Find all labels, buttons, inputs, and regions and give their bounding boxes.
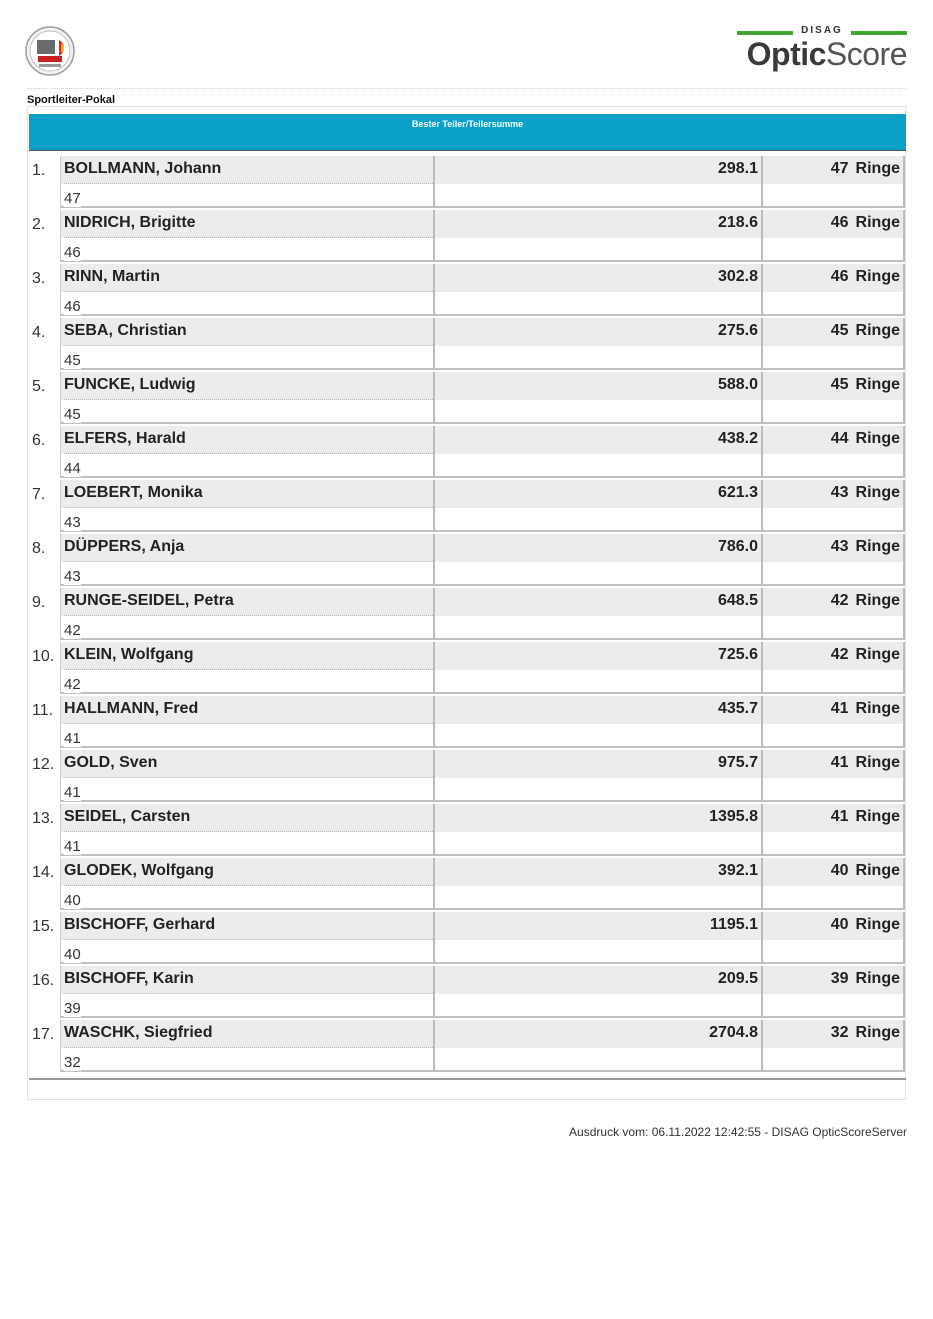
ringe-total bbox=[831, 700, 900, 718]
shooter-name: WASCHK, Siegfried bbox=[64, 1024, 213, 1041]
series-rings: 41 bbox=[64, 730, 81, 747]
ringe-total bbox=[831, 646, 900, 664]
teiler-value: 621.3 bbox=[717, 484, 758, 501]
shooter-name: BISCHOFF, Gerhard bbox=[64, 916, 216, 933]
ringe-unit: Ringe bbox=[855, 160, 900, 177]
ringe-total bbox=[831, 592, 900, 610]
shooter-cell bbox=[60, 642, 435, 694]
teiler-cell bbox=[435, 426, 763, 478]
rank: 1. bbox=[29, 156, 59, 208]
ringe-cell bbox=[763, 858, 905, 910]
shooter-name: RUNGE-SEIDEL, Petra bbox=[64, 592, 234, 609]
ringe-cell bbox=[763, 264, 905, 316]
header-divider bbox=[27, 88, 906, 89]
rank: 12. bbox=[29, 750, 59, 802]
ringe-unit: Ringe bbox=[855, 970, 900, 987]
teiler-value: 392.1 bbox=[717, 862, 758, 879]
rank: 10. bbox=[29, 642, 59, 694]
teiler-value: 588.0 bbox=[717, 376, 758, 393]
teiler-cell bbox=[435, 858, 763, 910]
shooter-cell bbox=[60, 210, 435, 262]
shooter-name: GLODEK, Wolfgang bbox=[64, 862, 214, 879]
ringe-cell bbox=[763, 480, 905, 532]
ringe-cell bbox=[763, 318, 905, 370]
page-header bbox=[0, 0, 933, 90]
shooter-name: SEBA, Christian bbox=[64, 322, 187, 339]
ringe-total bbox=[831, 916, 900, 934]
ringe-cell bbox=[763, 210, 905, 262]
ringe-total bbox=[831, 376, 900, 394]
ringe-unit: Ringe bbox=[855, 538, 900, 555]
ringe-value: 40 bbox=[830, 916, 849, 933]
teiler-value: 438.2 bbox=[717, 430, 758, 447]
ringe-unit: Ringe bbox=[855, 754, 900, 771]
ringe-total bbox=[831, 268, 900, 286]
ringe-value: 41 bbox=[830, 808, 849, 825]
shooter-cell bbox=[60, 534, 435, 586]
ringe-cell bbox=[763, 1020, 905, 1072]
series-rings: 45 bbox=[64, 352, 81, 369]
ringe-total bbox=[831, 862, 900, 880]
teiler-cell bbox=[435, 264, 763, 316]
ringe-value: 40 bbox=[830, 862, 849, 879]
teiler-value: 2704.8 bbox=[709, 1024, 758, 1041]
teiler-cell bbox=[435, 318, 763, 370]
shooter-cell bbox=[60, 318, 435, 370]
shooter-name: SEIDEL, Carsten bbox=[64, 808, 191, 825]
ringe-unit: Ringe bbox=[855, 376, 900, 393]
ringe-cell bbox=[763, 966, 905, 1018]
series-rings: 43 bbox=[64, 568, 81, 585]
teiler-value: 209.5 bbox=[717, 970, 758, 987]
rank: 17. bbox=[29, 1020, 59, 1072]
ringe-cell bbox=[763, 156, 905, 208]
series-rings: 42 bbox=[64, 676, 81, 693]
ringe-unit: Ringe bbox=[855, 430, 900, 447]
table-row bbox=[29, 641, 905, 695]
ringe-total bbox=[831, 160, 900, 178]
table-row bbox=[29, 263, 905, 317]
rank: 3. bbox=[29, 264, 59, 316]
shooter-cell bbox=[60, 804, 435, 856]
teiler-value: 1395.8 bbox=[709, 808, 758, 825]
shooter-cell bbox=[60, 966, 435, 1018]
ringe-total bbox=[831, 538, 900, 556]
ringe-cell bbox=[763, 588, 905, 640]
rank: 4. bbox=[29, 318, 59, 370]
ringe-value: 41 bbox=[830, 700, 849, 717]
ringe-value: 43 bbox=[830, 538, 849, 555]
ringe-value: 42 bbox=[830, 646, 849, 663]
ringe-cell bbox=[763, 372, 905, 424]
shooter-name: RINN, Martin bbox=[64, 268, 160, 285]
teiler-cell bbox=[435, 480, 763, 532]
table-row bbox=[29, 533, 905, 587]
ringe-value: 45 bbox=[830, 322, 849, 339]
ringe-total bbox=[831, 214, 900, 232]
ringe-unit: Ringe bbox=[855, 916, 900, 933]
teiler-cell bbox=[435, 210, 763, 262]
club-crest-icon bbox=[25, 26, 75, 76]
rank: 7. bbox=[29, 480, 59, 532]
teiler-value: 298.1 bbox=[717, 160, 758, 177]
teiler-value: 725.6 bbox=[717, 646, 758, 663]
ringe-unit: Ringe bbox=[855, 862, 900, 879]
shooter-name: HALLMANN, Fred bbox=[64, 700, 199, 717]
rank: 14. bbox=[29, 858, 59, 910]
ringe-value: 46 bbox=[830, 214, 849, 231]
series-rings: 32 bbox=[64, 1054, 81, 1071]
shooter-cell bbox=[60, 750, 435, 802]
rank: 16. bbox=[29, 966, 59, 1018]
ringe-unit: Ringe bbox=[855, 700, 900, 717]
teiler-cell bbox=[435, 642, 763, 694]
series-rings: 46 bbox=[64, 244, 81, 261]
shooter-name: GOLD, Sven bbox=[64, 754, 158, 771]
ringe-unit: Ringe bbox=[855, 1024, 900, 1041]
teiler-cell bbox=[435, 372, 763, 424]
rank: 6. bbox=[29, 426, 59, 478]
shooter-name: FUNCKE, Ludwig bbox=[64, 376, 196, 393]
ringe-cell bbox=[763, 696, 905, 748]
ringe-value: 45 bbox=[830, 376, 849, 393]
brand-name: OpticScore bbox=[746, 36, 907, 72]
teiler-value: 975.7 bbox=[717, 754, 758, 771]
ringe-value: 46 bbox=[830, 268, 849, 285]
series-rings: 45 bbox=[64, 406, 81, 423]
series-rings: 40 bbox=[64, 946, 81, 963]
shooter-name: BOLLMANN, Johann bbox=[64, 160, 222, 177]
teiler-cell bbox=[435, 588, 763, 640]
table-bottom-rule bbox=[29, 1078, 906, 1080]
shooter-name: LOEBERT, Monika bbox=[64, 484, 203, 501]
table-row bbox=[29, 695, 905, 749]
ringe-cell bbox=[763, 804, 905, 856]
page-title: Sportleiter-Pokal bbox=[27, 94, 116, 106]
rank: 8. bbox=[29, 534, 59, 586]
table-row bbox=[29, 317, 905, 371]
ringe-cell bbox=[763, 750, 905, 802]
table-row bbox=[29, 749, 905, 803]
disag-opticscore-logo bbox=[737, 27, 907, 77]
ringe-cell bbox=[763, 912, 905, 964]
table-row bbox=[29, 965, 905, 1019]
shooter-cell bbox=[60, 696, 435, 748]
table-row bbox=[29, 587, 905, 641]
shooter-cell bbox=[60, 858, 435, 910]
teiler-value: 275.6 bbox=[717, 322, 758, 339]
rank: 13. bbox=[29, 804, 59, 856]
teiler-value: 1195.1 bbox=[709, 916, 758, 933]
ringe-unit: Ringe bbox=[855, 214, 900, 231]
shooter-cell bbox=[60, 426, 435, 478]
series-rings: 47 bbox=[64, 190, 81, 207]
shooter-cell bbox=[60, 1020, 435, 1072]
teiler-cell bbox=[435, 804, 763, 856]
ringe-total bbox=[831, 322, 900, 340]
table-row bbox=[29, 857, 905, 911]
ringe-total bbox=[831, 970, 900, 988]
ringe-value: 47 bbox=[830, 160, 849, 177]
series-rings: 44 bbox=[64, 460, 81, 477]
table-row bbox=[29, 155, 905, 209]
teiler-value: 786.0 bbox=[717, 538, 758, 555]
print-footer: Ausdruck vom: 06.11.2022 12:42:55 - DISAG OpticScoreServer bbox=[569, 1125, 907, 1139]
teiler-cell bbox=[435, 156, 763, 208]
shooter-cell bbox=[60, 264, 435, 316]
ringe-cell bbox=[763, 642, 905, 694]
series-rings: 39 bbox=[64, 1000, 81, 1017]
shooter-name: ELFERS, Harald bbox=[64, 430, 186, 447]
table-row bbox=[29, 803, 905, 857]
results-table bbox=[29, 155, 905, 1073]
brand-disag-text: DISAG bbox=[801, 25, 843, 36]
teiler-value: 648.5 bbox=[717, 592, 758, 609]
shooter-name: DÜPPERS, Anja bbox=[64, 538, 185, 555]
ringe-cell bbox=[763, 426, 905, 478]
table-row bbox=[29, 371, 905, 425]
shooter-name: NIDRICH, Brigitte bbox=[64, 214, 196, 231]
teiler-cell bbox=[435, 912, 763, 964]
ringe-total bbox=[831, 808, 900, 826]
ringe-value: 32 bbox=[830, 1024, 849, 1041]
teiler-cell bbox=[435, 696, 763, 748]
ringe-value: 42 bbox=[830, 592, 849, 609]
ringe-unit: Ringe bbox=[855, 592, 900, 609]
table-header-label: Bester Teiler/Teilersumme bbox=[411, 119, 524, 129]
shooter-cell bbox=[60, 480, 435, 532]
table-row bbox=[29, 479, 905, 533]
shooter-name: BISCHOFF, Karin bbox=[64, 970, 194, 987]
rank: 9. bbox=[29, 588, 59, 640]
ringe-cell bbox=[763, 534, 905, 586]
table-header bbox=[29, 114, 906, 151]
teiler-cell bbox=[435, 966, 763, 1018]
teiler-value: 218.6 bbox=[717, 214, 758, 231]
ringe-value: 39 bbox=[830, 970, 849, 987]
ringe-total bbox=[831, 484, 900, 502]
ringe-value: 43 bbox=[830, 484, 849, 501]
series-rings: 46 bbox=[64, 298, 81, 315]
ringe-unit: Ringe bbox=[855, 322, 900, 339]
shooter-cell bbox=[60, 372, 435, 424]
teiler-cell bbox=[435, 750, 763, 802]
rank: 2. bbox=[29, 210, 59, 262]
ringe-unit: Ringe bbox=[855, 484, 900, 501]
shooter-cell bbox=[60, 912, 435, 964]
rank: 15. bbox=[29, 912, 59, 964]
teiler-value: 302.8 bbox=[717, 268, 758, 285]
shooter-cell bbox=[60, 588, 435, 640]
rank: 5. bbox=[29, 372, 59, 424]
table-row bbox=[29, 1019, 905, 1073]
rank: 11. bbox=[29, 696, 59, 748]
series-rings: 42 bbox=[64, 622, 81, 639]
ringe-unit: Ringe bbox=[855, 646, 900, 663]
teiler-cell bbox=[435, 1020, 763, 1072]
shooter-name: KLEIN, Wolfgang bbox=[64, 646, 194, 663]
teiler-value: 435.7 bbox=[717, 700, 758, 717]
series-rings: 43 bbox=[64, 514, 81, 531]
ringe-value: 44 bbox=[830, 430, 849, 447]
ringe-unit: Ringe bbox=[855, 808, 900, 825]
ringe-value: 41 bbox=[830, 754, 849, 771]
table-row bbox=[29, 911, 905, 965]
shooter-cell bbox=[60, 156, 435, 208]
table-row bbox=[29, 209, 905, 263]
ringe-total bbox=[831, 1024, 900, 1042]
series-rings: 40 bbox=[64, 892, 81, 909]
series-rings: 41 bbox=[64, 784, 81, 801]
table-row bbox=[29, 425, 905, 479]
ringe-unit: Ringe bbox=[855, 268, 900, 285]
teiler-cell bbox=[435, 534, 763, 586]
series-rings: 41 bbox=[64, 838, 81, 855]
ringe-total bbox=[831, 754, 900, 772]
ringe-total bbox=[831, 430, 900, 448]
